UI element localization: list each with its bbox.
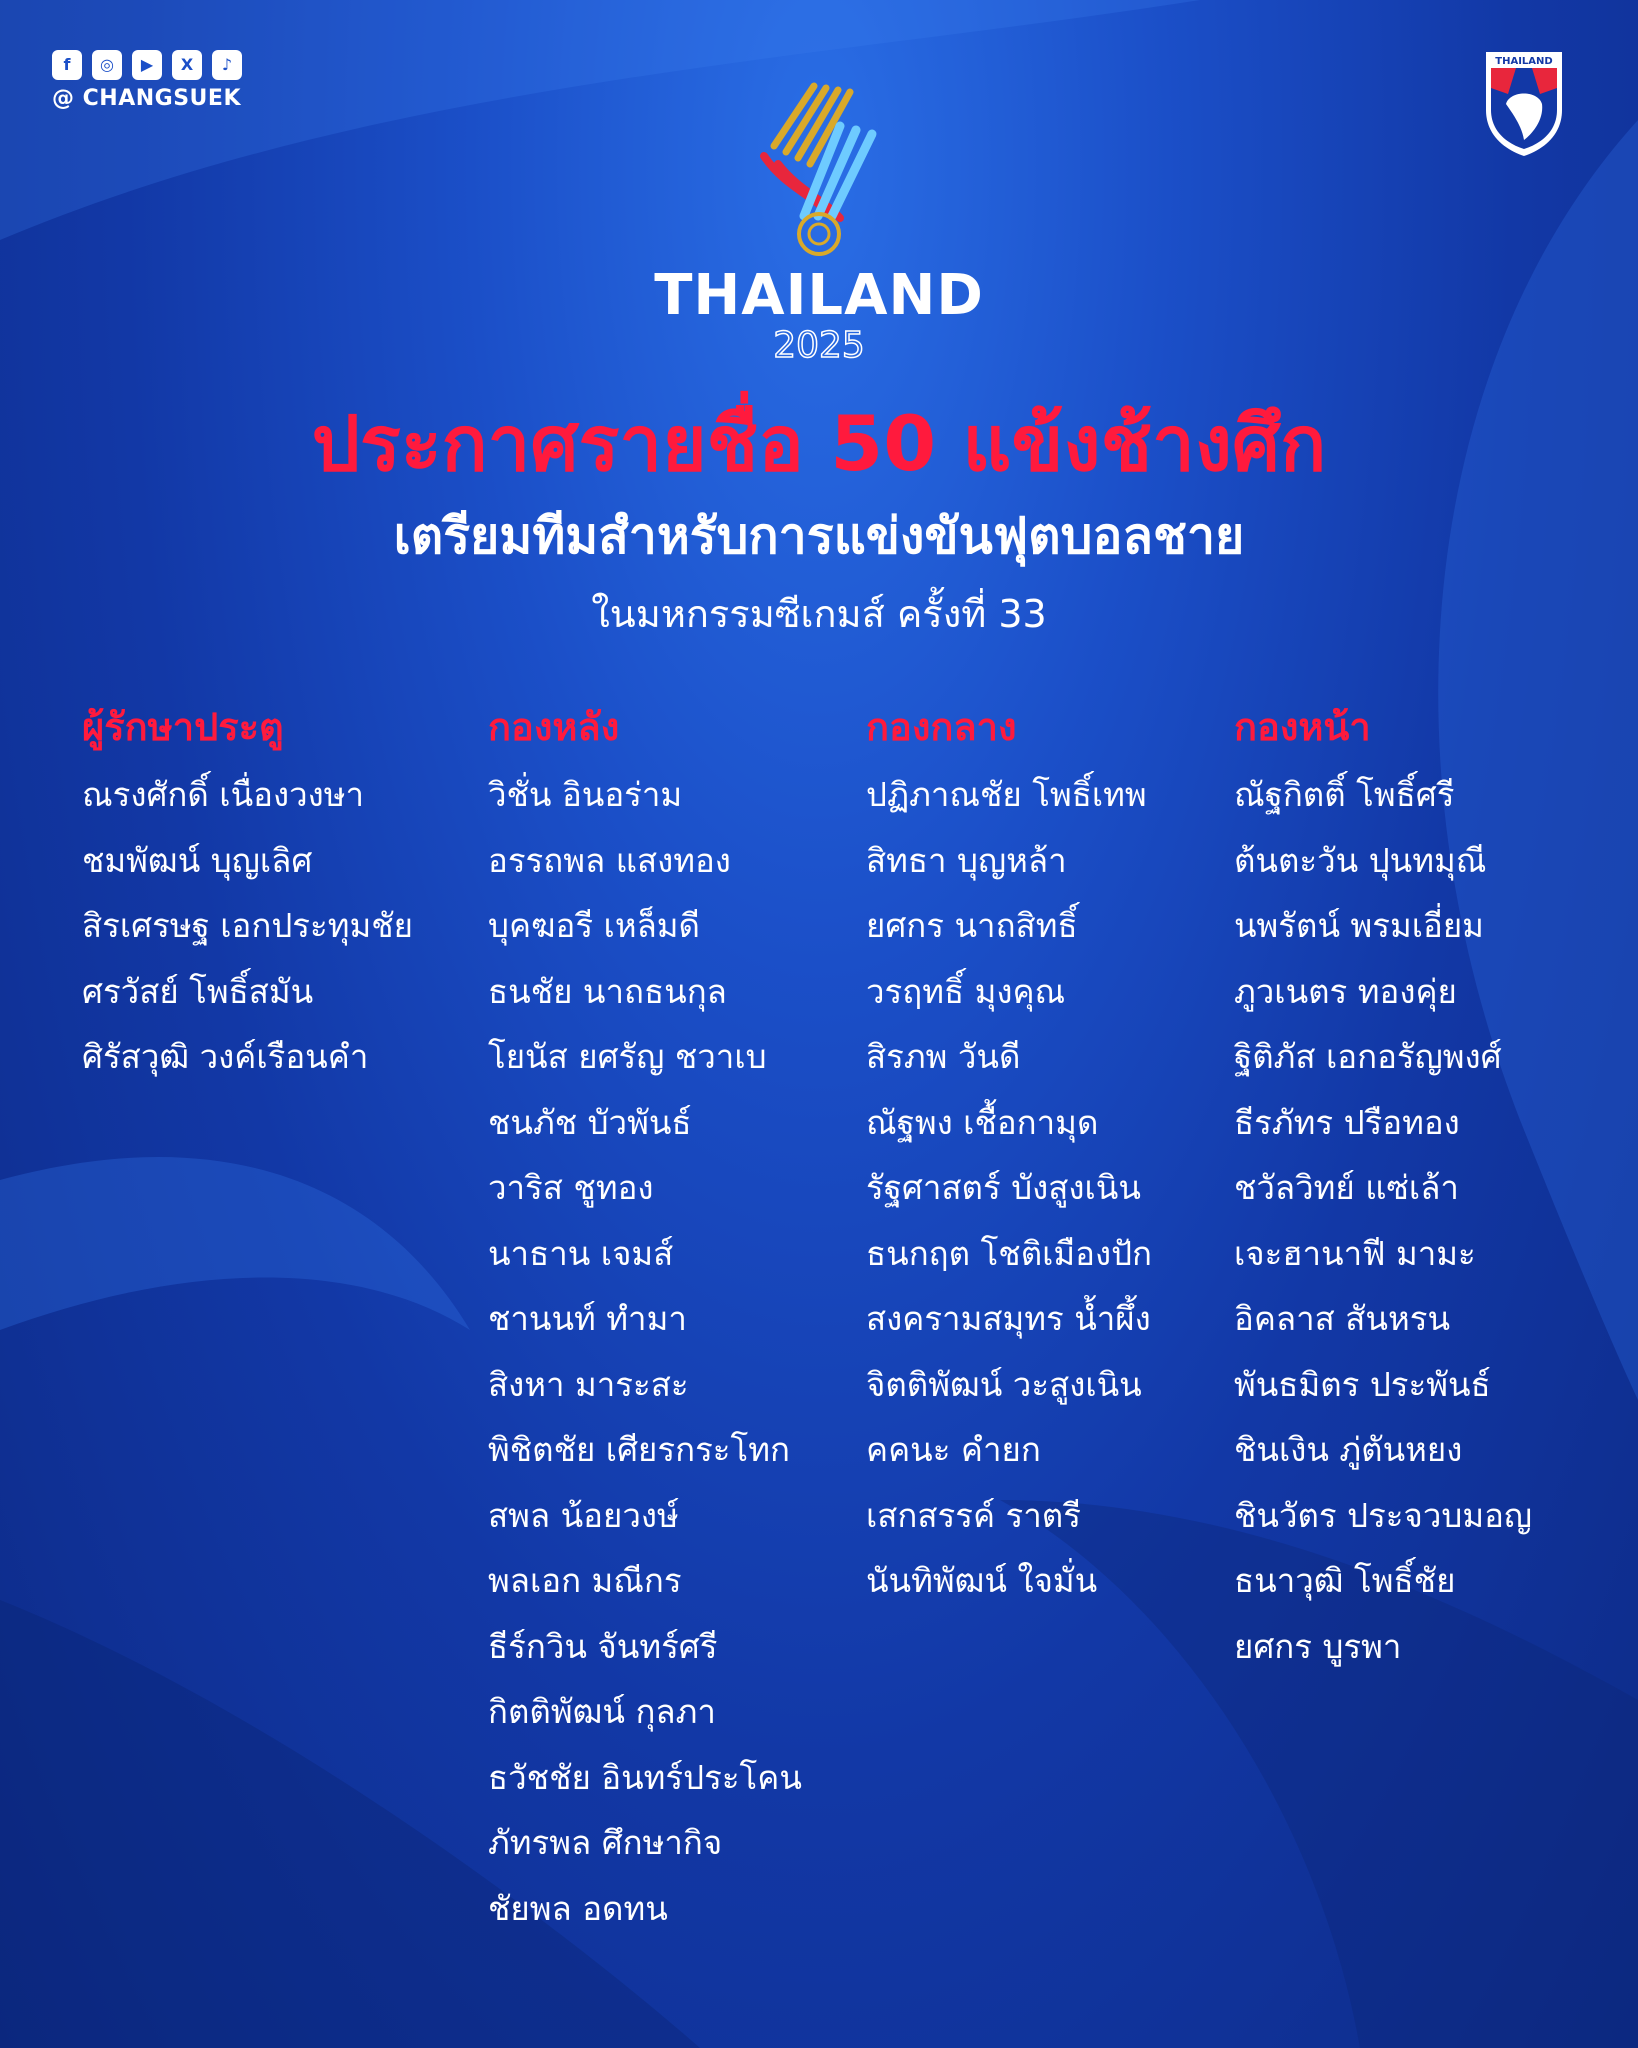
- goalkeepers-column: [82, 700, 413, 1090]
- forwards-column: [1234, 700, 1532, 1679]
- player-name: ยศกร บูรพา: [1234, 1626, 1402, 1666]
- player-name: สงครามสมุทร น้ำผึ้ง: [866, 1299, 1151, 1338]
- player-name: บุคฆอรี เหล็มดี: [488, 906, 700, 945]
- forwards-list: [1234, 762, 1532, 1679]
- player-name: อรรถพล แสงทอง: [488, 840, 731, 880]
- player-name: ชานนท์ ทำมา: [488, 1299, 687, 1338]
- player-name: นาธาน เจมส์: [488, 1233, 674, 1273]
- player-name: พันธมิตร ประพันธ์: [1234, 1364, 1491, 1404]
- goalkeepers-title: ผู้รักษาประตู: [82, 705, 284, 749]
- player-name: ชัยพล อดทน: [488, 1888, 668, 1928]
- player-name: นันทิพัฒน์ ใจมั่น: [866, 1561, 1098, 1600]
- player-name: ณัฐกิตติ์ โพธิ์ศรี: [1234, 775, 1455, 814]
- svg-text:THAILAND: THAILAND: [1495, 56, 1553, 67]
- player-name: ธนกฤต โชติเมืองปัก: [866, 1233, 1153, 1273]
- tiktok-icon[interactable]: ♪: [212, 50, 242, 80]
- youtube-icon[interactable]: ▶: [132, 50, 162, 80]
- fat-crest-logo: [1482, 48, 1566, 158]
- player-name: ธนาวุฒิ โพธิ์ชัย: [1234, 1561, 1456, 1600]
- goalkeepers-list: [82, 762, 413, 1090]
- instagram-icon[interactable]: ◎: [92, 50, 122, 80]
- player-name: อิคลาส สันหรน: [1234, 1299, 1451, 1338]
- player-name: ชวัลวิทย์ แซ่เล้า: [1234, 1168, 1459, 1207]
- player-name: ปฏิภาณชัย โพธิ์เทพ: [866, 775, 1147, 814]
- player-name: พิชิตชัย เศียรกระโทก: [488, 1430, 790, 1469]
- defenders-title: กองหลัง: [488, 705, 620, 749]
- social-icons: [52, 50, 242, 80]
- player-name: ธวัชชัย อินทร์ประโคน: [488, 1757, 802, 1797]
- midfielders-title: กองกลาง: [866, 705, 1017, 749]
- social-bar: [52, 50, 242, 111]
- player-name: สิรเศรษฐ เอกประทุมชัย: [82, 906, 413, 945]
- sea-games-logo: [639, 66, 999, 364]
- player-name: ณัฐพง เชื้อกามุด: [866, 1102, 1099, 1142]
- player-name: วิชั่น อินอร่าม: [488, 775, 683, 814]
- forwards-title: กองหน้า: [1234, 705, 1371, 749]
- facebook-icon[interactable]: f: [52, 50, 82, 80]
- player-name: จิตติพัฒน์ วะสูงเนิน: [866, 1364, 1142, 1404]
- player-name: ศรวัสย์ โพธิ์สมัน: [82, 971, 314, 1011]
- player-name: สพล น้อยวงษ์: [488, 1495, 679, 1535]
- player-name: ธีรภัทร ปรือทอง: [1234, 1102, 1460, 1142]
- page-tagline: ในมหกรรมซีเกมส์ ครั้งที่ 33: [591, 592, 1047, 636]
- player-name: เสกสรรค์ ราตรี: [866, 1495, 1081, 1535]
- player-name: วาริส ชูทอง: [488, 1168, 654, 1207]
- player-name: เจะฮานาฟี มามะ: [1234, 1233, 1476, 1273]
- player-name: กิตติพัฒน์ กุลภา: [488, 1692, 716, 1731]
- player-name: นพรัตน์ พรมเอี่ยม: [1234, 906, 1484, 945]
- defenders-list: [488, 762, 802, 1941]
- player-name: ยศกร นาถสิทธิ์: [866, 906, 1078, 945]
- social-handle: @ CHANGSUEK: [52, 86, 241, 111]
- player-name: ณรงศักดิ์ เนื่องวงษา: [82, 775, 364, 814]
- player-name: สิงหา มาระสะ: [488, 1364, 689, 1404]
- page-headline: ประกาศรายชื่อ 50 แข้งช้างศึก: [311, 399, 1327, 488]
- player-name: ฐิติภัส เอกอรัญพงศ์: [1234, 1037, 1502, 1076]
- player-name: ภัทรพล ศึกษากิจ: [488, 1823, 723, 1862]
- player-name: ธีร์กวิน จันทร์ศรี: [488, 1626, 718, 1666]
- player-name: พลเอก มณีกร: [488, 1561, 682, 1600]
- games-logo-year: 2025: [773, 325, 865, 366]
- player-name: ธนชัย นาถธนกุล: [488, 971, 727, 1011]
- midfielders-list: [866, 762, 1152, 1614]
- midfielders-column: [866, 700, 1152, 1614]
- player-name: คคนะ คำยก: [866, 1430, 1041, 1469]
- player-name: สิรภพ วันดี: [866, 1037, 1021, 1076]
- player-name: วรฤทธิ์ มุงคุณ: [866, 971, 1066, 1011]
- player-name: ชมพัฒน์ บุญเลิศ: [82, 840, 313, 880]
- player-name: รัฐศาสตร์ บังสูงเนิน: [866, 1168, 1141, 1207]
- player-name: ชินเงิน ภู่ตันหยง: [1234, 1430, 1463, 1469]
- player-name: ชนภัช บัวพันธ์: [488, 1102, 692, 1142]
- player-name: ชินวัตร ประจวบมอญ: [1234, 1495, 1533, 1535]
- defenders-column: [488, 700, 802, 1941]
- player-name: ต้นตะวัน ปุนทมุณี: [1234, 840, 1487, 880]
- player-name: โยนัส ยศรัญ ชวาเบ: [488, 1037, 767, 1076]
- player-name: ศิรัสวุฒิ วงค์เรือนคำ: [82, 1037, 369, 1076]
- player-name: ภูวเนตร ทองคุ่ย: [1234, 971, 1457, 1011]
- player-name: สิทธา บุญหล้า: [866, 840, 1067, 880]
- sea-games-emblem: [744, 66, 894, 256]
- games-logo-word: THAILAND: [654, 263, 984, 328]
- page-subheadline: เตรียมทีมสำหรับการแข่งขันฟุตบอลชาย: [393, 507, 1245, 565]
- x-icon[interactable]: X: [172, 50, 202, 80]
